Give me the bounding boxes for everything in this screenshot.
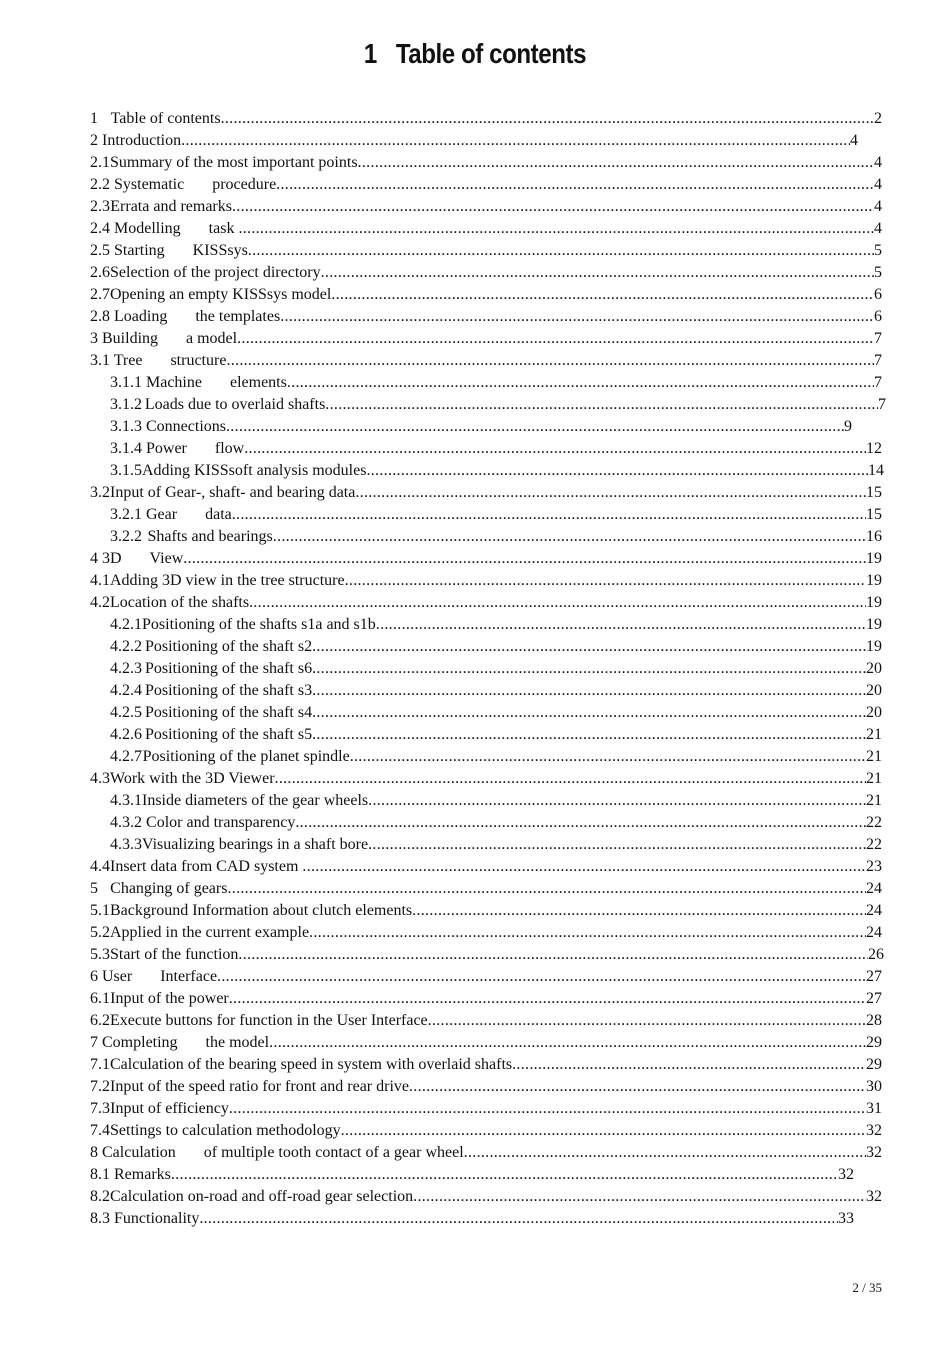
toc-entry-number: 7.3 (90, 1100, 110, 1117)
toc-dot-leader (312, 702, 866, 724)
toc-dot-leader (232, 196, 874, 218)
toc-entry[interactable] (90, 922, 882, 944)
toc-entry-page: 24 (866, 880, 882, 897)
toc-entry[interactable] (90, 196, 882, 218)
toc-dot-leader (275, 768, 866, 790)
toc-entry-number: 4.2.6 (110, 726, 142, 743)
toc-entry[interactable] (110, 702, 882, 724)
toc-dot-leader (244, 438, 866, 460)
toc-dot-leader (199, 1208, 838, 1230)
toc-entry-label: 3.2.1 Gear data (110, 506, 232, 523)
toc-dot-leader (171, 1164, 838, 1186)
toc-dot-leader (229, 1098, 866, 1120)
title-text: Table of contents (395, 38, 587, 69)
toc-dot-leader (312, 680, 866, 702)
toc-entry-number: 4.3 (90, 770, 110, 787)
toc-entry-page: 19 (866, 550, 882, 567)
toc-entry-label: 3.1.1 Machine elements (110, 374, 287, 391)
toc-dot-leader (409, 1076, 866, 1098)
toc-dot-leader (232, 504, 866, 526)
toc-entry-label: Summary of the most important points (110, 154, 358, 171)
toc-entry-label: Execute buttons for function in the User Interface (110, 1012, 428, 1029)
toc-entry[interactable] (90, 768, 882, 790)
toc-entry-page: 21 (866, 770, 882, 787)
toc-entry-label: Visualizing bearings in a shaft bore (142, 836, 369, 853)
toc-entry-label: Color and transparency (146, 814, 296, 831)
toc-entry-label: 7 Completing the model (90, 1034, 270, 1051)
toc-entry-number: 3.2.2 (110, 528, 142, 545)
toc-entry[interactable] (90, 108, 882, 130)
toc-entry-page: 26 (868, 946, 884, 963)
toc-entry[interactable] (110, 812, 882, 834)
toc-entry[interactable] (110, 636, 882, 658)
toc-entry-page: 21 (866, 726, 882, 743)
toc-entry-page: 23 (866, 858, 882, 875)
toc-dot-leader (355, 482, 866, 504)
toc-entry-page: 21 (866, 748, 882, 765)
toc-dot-leader (345, 570, 866, 592)
toc-entry-page: 12 (866, 440, 882, 457)
toc-dot-leader (269, 1032, 866, 1054)
toc-dot-leader (237, 328, 874, 350)
toc-entry-label: 3 Building a model (90, 330, 238, 347)
toc-dot-leader (276, 174, 874, 196)
toc-entry-page: 7 (874, 330, 882, 347)
toc-dot-leader (512, 1054, 866, 1076)
toc-dot-leader (325, 394, 878, 416)
toc-entry-label: Adding 3D view in the tree structure (110, 572, 345, 589)
toc-entry-page: 9 (844, 418, 852, 435)
toc-entry[interactable] (90, 1208, 854, 1230)
toc-entry[interactable] (110, 724, 882, 746)
toc-entry-number: 7.4 (90, 1122, 110, 1139)
toc-entry-page: 19 (866, 616, 882, 633)
toc-entry-label: 3.1.3 Connections (110, 418, 226, 435)
toc-dot-leader (368, 790, 866, 812)
toc-entry-label: 2 Introduction (90, 132, 182, 149)
toc-entry-label: Positioning of the planet spindle (142, 748, 350, 765)
toc-dot-leader (358, 152, 874, 174)
toc-entry-page: 15 (866, 484, 882, 501)
toc-entry-label: Calculation of the bearing speed in system with overlaid shafts (110, 1056, 513, 1073)
toc-entry-page: 14 (868, 462, 884, 479)
toc-entry-page: 4 (874, 220, 882, 237)
toc-entry-page: 7 (874, 374, 882, 391)
toc-dot-leader (181, 130, 850, 152)
toc-entry-number: 4.2 (90, 594, 110, 611)
toc-entry-number: 4.2.4 (110, 682, 142, 699)
toc-entry-label: Positioning of the shaft s3 (144, 682, 313, 699)
toc-dot-leader (376, 614, 866, 636)
toc-entry[interactable] (90, 1186, 882, 1208)
toc-dot-leader (368, 834, 866, 856)
toc-entry-page: 4 (874, 198, 882, 215)
toc-entry-number: 3.1.5 (110, 462, 142, 479)
toc-dot-leader (183, 548, 866, 570)
toc-entry-page: 22 (866, 814, 882, 831)
toc-entry-page: 30 (866, 1078, 882, 1095)
toc-entry-label: Shafts and bearings (147, 528, 273, 545)
toc-entry-number: 2.3 (90, 198, 110, 215)
toc-entry[interactable] (110, 746, 882, 768)
toc-entry-label: Positioning of the shaft s4 (144, 704, 313, 721)
toc-entry-number: 4.2.1 (110, 616, 142, 633)
toc-dot-leader (302, 856, 866, 878)
toc-dot-leader (312, 636, 866, 658)
toc-entry-page: 5 (874, 264, 882, 281)
toc-dot-leader (331, 284, 874, 306)
toc-entry[interactable] (90, 1120, 882, 1142)
toc-dot-leader (280, 306, 874, 328)
toc-entry-number: 5.3 (90, 946, 110, 963)
toc-entry-page: 6 (874, 286, 882, 303)
toc-entry-page: 27 (866, 968, 882, 985)
toc-dot-leader (428, 1010, 866, 1032)
toc-entry-label: Changing of gears (110, 880, 228, 897)
toc-entry-number: 4.2.2 (110, 638, 142, 655)
toc-entry-label: 4 3D View (90, 550, 184, 567)
toc-dot-leader (229, 988, 866, 1010)
toc-entry-label: Background Information about clutch elements (110, 902, 413, 919)
title-number: 1 (363, 38, 377, 69)
toc-dot-leader (312, 658, 866, 680)
toc-entry-label: 8.1 Remarks (90, 1166, 171, 1183)
toc-dot-leader (412, 900, 866, 922)
toc-entry[interactable] (110, 526, 882, 548)
toc-entry-number: 4.4 (90, 858, 110, 875)
toc-dot-leader (227, 878, 866, 900)
toc-entry-number: 4.2.7 (110, 748, 142, 765)
toc-entry[interactable] (110, 504, 882, 526)
toc-dot-leader (464, 1142, 866, 1164)
toc-entry-number: 4.3.1 (110, 792, 142, 809)
toc-entry-page: 22 (866, 836, 882, 853)
toc-entry-label: Location of the shafts (110, 594, 250, 611)
toc-entry-label: 8 Calculation of multiple tooth contact of a gear wheel (90, 1144, 464, 1161)
toc-entry-label: Positioning of the shafts s1a and s1b (142, 616, 376, 633)
toc-entry-number: 4.3.2 (110, 814, 142, 831)
toc-entry-page: 4 (874, 154, 882, 171)
toc-entry-label: Settings to calculation methodology (110, 1122, 341, 1139)
toc-entry-label: Calculation on-road and off-road gear selection (110, 1188, 414, 1205)
toc-entry[interactable] (110, 834, 882, 856)
toc-entry-label: Input of efficiency (110, 1100, 229, 1117)
toc-entry-page: 19 (866, 572, 882, 589)
toc-entry-page: 33 (838, 1210, 854, 1227)
toc-entry[interactable] (90, 174, 882, 196)
toc-entry-label: Input of Gear-, shaft- and bearing data (110, 484, 356, 501)
toc-entry-page: 31 (866, 1100, 882, 1117)
toc-entry[interactable] (90, 592, 882, 614)
toc-entry-page: 5 (874, 242, 882, 259)
toc-entry[interactable] (90, 328, 882, 350)
toc-entry-page: 16 (866, 528, 882, 545)
toc-entry-page: 24 (866, 902, 882, 919)
toc-dot-leader (321, 262, 874, 284)
toc-entry-label: Loads due to overlaid shafts (144, 396, 326, 413)
toc-entry-number: 5.2 (90, 924, 110, 941)
toc-entry-label: Input of the speed ratio for front and rear drive (110, 1078, 409, 1095)
toc-entry-page: 7 (878, 396, 886, 413)
toc-dot-leader (238, 218, 874, 240)
toc-entry[interactable] (90, 900, 882, 922)
toc-dot-leader (309, 922, 866, 944)
toc-entry-number: 7.2 (90, 1078, 110, 1095)
toc-dot-leader (312, 724, 866, 746)
toc-entry-number: 7.1 (90, 1056, 110, 1073)
toc-entry-page: 27 (866, 990, 882, 1007)
toc-dot-leader (413, 1186, 866, 1208)
toc-entry-number: 4.1 (90, 572, 110, 589)
toc-entry-page: 32 (866, 1144, 882, 1161)
toc-entry[interactable] (90, 1076, 882, 1098)
toc-dot-leader (341, 1120, 866, 1142)
toc-entry-page: 20 (866, 660, 882, 677)
toc-entry[interactable] (90, 1098, 882, 1120)
toc-entry-page: 32 (866, 1188, 882, 1205)
toc-entry-number: 4.2.3 (110, 660, 142, 677)
page-title (67, 38, 884, 70)
toc-entry-page: 20 (866, 704, 882, 721)
toc-entry-page: 29 (866, 1056, 882, 1073)
toc-entry[interactable] (90, 1010, 882, 1032)
toc-entry-label: 2.2 Systematic procedure (90, 176, 277, 193)
toc-entry-label: Applied in the current example (110, 924, 310, 941)
toc-entry-label: 8.3 Functionality (90, 1210, 200, 1227)
toc-dot-leader (238, 944, 868, 966)
toc-entry-page: 4 (874, 176, 882, 193)
toc-entry-label: 2.5 Starting KISSsys (90, 242, 248, 259)
toc-entry-label: Positioning of the shaft s2 (144, 638, 313, 655)
toc-entry[interactable] (90, 306, 882, 328)
toc-entry[interactable] (90, 856, 882, 878)
toc-entry-label: Insert data from CAD system (110, 858, 303, 875)
toc-entry-number: 5 (90, 880, 98, 897)
toc-dot-leader (226, 416, 844, 438)
toc-entry-number: 2.6 (90, 264, 110, 281)
toc-entry-label: Table of contents (110, 110, 221, 127)
toc-dot-leader (273, 526, 866, 548)
toc-entry[interactable] (110, 614, 882, 636)
toc-entry[interactable] (90, 350, 882, 372)
toc-entry[interactable] (90, 966, 882, 988)
toc-entry-label: 2.4 Modelling task (90, 220, 239, 237)
toc-entry-number: 6.2 (90, 1012, 110, 1029)
toc-entry-label: Start of the function (110, 946, 239, 963)
toc-entry-page: 6 (874, 308, 882, 325)
toc-entry[interactable] (110, 680, 882, 702)
page-indicator: 2 / 35 (852, 1280, 882, 1295)
toc-entry-page: 7 (874, 352, 882, 369)
toc-entry-page: 21 (866, 792, 882, 809)
toc-entry-page: 24 (866, 924, 882, 941)
toc-entry-page: 19 (866, 638, 882, 655)
toc-entry[interactable] (110, 790, 882, 812)
toc-entry[interactable] (110, 460, 884, 482)
toc-entry-number: 3.2 (90, 484, 110, 501)
toc-entry[interactable] (90, 988, 882, 1010)
toc-entry[interactable] (90, 1032, 882, 1054)
toc-entry-page: 4 (850, 132, 858, 149)
toc-entry[interactable] (90, 130, 858, 152)
toc-entry-label: Opening an empty KISSsys model (110, 286, 332, 303)
toc-entry-page: 29 (866, 1034, 882, 1051)
toc-entry-label: Adding KISSsoft analysis modules (142, 462, 367, 479)
toc-entry[interactable] (90, 482, 882, 504)
toc-entry[interactable] (110, 658, 882, 680)
toc-entry-label: Work with the 3D Viewer (110, 770, 275, 787)
toc-dot-leader (249, 592, 866, 614)
toc-entry-number: 2.7 (90, 286, 110, 303)
toc-entry-page: 32 (866, 1122, 882, 1139)
toc-entry[interactable] (110, 394, 886, 416)
toc-entry-number: 4.2.5 (110, 704, 142, 721)
toc-dot-leader (248, 240, 874, 262)
toc-entry-page: 28 (866, 1012, 882, 1029)
toc-entry[interactable] (90, 152, 882, 174)
toc-entry[interactable] (90, 1054, 882, 1076)
toc-entry[interactable] (110, 438, 882, 460)
toc-dot-leader (217, 966, 866, 988)
toc-entry-page: 2 (874, 110, 882, 127)
toc-entry-label: Errata and remarks (110, 198, 232, 215)
toc-entry[interactable] (90, 240, 882, 262)
toc-entry-number: 4.3.3 (110, 836, 142, 853)
toc-entry[interactable] (90, 944, 884, 966)
toc-entry-page: 15 (866, 506, 882, 523)
toc-entry-label: Inside diameters of the gear wheels (142, 792, 369, 809)
toc-dot-leader (350, 746, 866, 768)
toc-entry[interactable] (90, 548, 882, 570)
toc-entry-label: 2.8 Loading the templates (90, 308, 281, 325)
toc-dot-leader (221, 108, 874, 130)
toc-entry-label: 6 User Interface (90, 968, 218, 985)
toc-dot-leader (226, 350, 874, 372)
toc-dot-leader (287, 372, 874, 394)
toc-entry[interactable] (90, 284, 882, 306)
toc-entry-number: 1 (90, 110, 98, 127)
toc-entry-number: 3.1.2 (110, 396, 142, 413)
toc-entry-page: 20 (866, 682, 882, 699)
toc-entry-page: 19 (866, 594, 882, 611)
toc-entry-label: Positioning of the shaft s6 (144, 660, 313, 677)
toc-entry-number: 2.1 (90, 154, 110, 171)
toc-entry[interactable] (110, 372, 882, 394)
toc-entry-number: 8.2 (90, 1188, 110, 1205)
toc-dot-leader (366, 460, 868, 482)
toc-entry-label: Selection of the project directory (110, 264, 321, 281)
toc-entry[interactable] (90, 1142, 882, 1164)
toc-entry[interactable] (90, 570, 882, 592)
toc-entry-number: 6.1 (90, 990, 110, 1007)
toc-entry-label: 3.1 Tree structure (90, 352, 227, 369)
toc-dot-leader (295, 812, 866, 834)
toc-entry-number: 5.1 (90, 902, 110, 919)
toc-entry-label: Input of the power (110, 990, 229, 1007)
toc-entry[interactable] (90, 878, 882, 900)
toc-entry[interactable] (110, 416, 852, 438)
toc-entry[interactable] (90, 218, 882, 240)
toc-entry[interactable] (90, 1164, 854, 1186)
toc-entry-label: 3.1.4 Power flow (110, 440, 245, 457)
toc-entry[interactable] (90, 262, 882, 284)
toc-entry-page: 32 (838, 1166, 854, 1183)
toc-entry-label: Positioning of the shaft s5 (144, 726, 313, 743)
